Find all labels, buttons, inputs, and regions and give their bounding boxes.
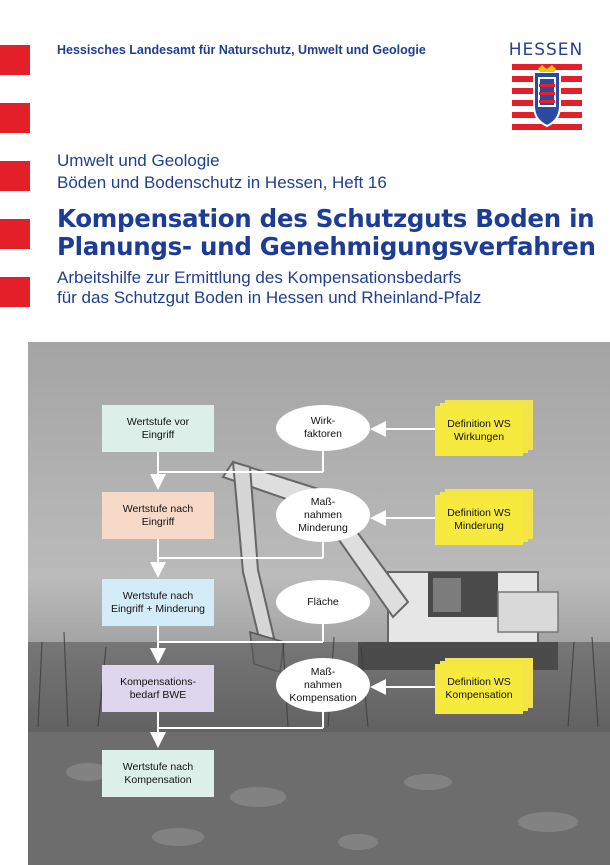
- step-label: Eingriff + Minderung: [110, 602, 206, 615]
- red-margin-mark: [0, 45, 30, 75]
- title-line: Planungs- und Genehmigungsverfahren: [57, 232, 596, 261]
- factor-wirkfaktoren: [276, 405, 370, 451]
- factor-label: faktoren: [304, 428, 342, 440]
- definition-label: Definition WS: [447, 418, 511, 430]
- red-margin-mark: [0, 277, 30, 307]
- definition-ws-minderung: [435, 495, 523, 545]
- hessen-coat-of-arms-icon: [512, 62, 582, 132]
- step-box-wertstufe-vor-eingriff: [102, 405, 214, 452]
- sticky-front: [435, 495, 523, 545]
- step-label: Kompensation: [124, 773, 192, 786]
- publisher-name: Hessisches Landesamt für Naturschutz, Umwelt und Geologie: [57, 43, 426, 57]
- definition-ws-wirkungen: [435, 406, 523, 456]
- definition-label: Kompensation: [445, 689, 513, 701]
- series-header: [57, 150, 387, 194]
- factor-label: Maß-: [310, 495, 336, 508]
- factor-label: nahmen: [304, 508, 342, 521]
- step-label: Wertstufe nach: [122, 502, 194, 515]
- factor-label: Kompensation: [289, 691, 357, 704]
- red-margin-mark: [0, 103, 30, 133]
- factor-massnahmen-kompensation: [276, 658, 370, 712]
- series-subtitle: Böden und Bodenschutz in Hessen, Heft 16: [57, 173, 387, 192]
- step-label: Eingriff: [141, 515, 175, 528]
- factor-label: Wirk-: [310, 415, 336, 427]
- red-margin-mark: [0, 161, 30, 191]
- document-subtitle: [57, 268, 602, 308]
- sticky-front: [435, 406, 523, 456]
- factor-label: Minderung: [298, 521, 348, 534]
- step-box-wertstufe-nach-minderung: [102, 579, 214, 626]
- definition-label: Minderung: [454, 520, 504, 532]
- factor-massnahmen-minderung: [276, 488, 370, 542]
- step-label: Wertstufe nach: [122, 760, 194, 773]
- step-label: Eingriff: [141, 428, 175, 441]
- red-margin-mark: [0, 219, 30, 249]
- step-label: Wertstufe nach: [122, 589, 194, 602]
- sticky-front: [435, 664, 523, 714]
- definition-ws-kompensation: [435, 664, 523, 714]
- definition-label: Definition WS: [447, 507, 511, 519]
- factor-flaeche: [276, 580, 370, 624]
- step-label: bedarf BWE: [129, 688, 187, 701]
- subtitle-line: Arbeitshilfe zur Ermittlung des Kompensationsbedarfs: [57, 268, 462, 287]
- document-title: [57, 205, 597, 261]
- definition-label: Definition WS: [447, 676, 511, 688]
- factor-label: Maß-: [310, 665, 336, 678]
- title-line: Kompensation des Schutzguts Boden in: [57, 204, 595, 233]
- step-box-kompensationsbedarf: [102, 665, 214, 712]
- factor-label: Fläche: [307, 595, 339, 608]
- series-title: Umwelt und Geologie: [57, 151, 220, 170]
- step-box-wertstufe-nach-kompensation: [102, 750, 214, 797]
- step-label: Kompensations-: [120, 675, 196, 688]
- factor-label: nahmen: [304, 678, 342, 691]
- cover-photo: [28, 342, 610, 865]
- step-label: Wertstufe vor: [126, 415, 190, 428]
- definition-label: Wirkungen: [453, 431, 505, 443]
- state-label: HESSEN: [508, 40, 584, 60]
- subtitle-line: für das Schutzgut Boden in Hessen und Rheinland-Pfalz: [57, 288, 482, 307]
- step-box-wertstufe-nach-eingriff: [102, 492, 214, 539]
